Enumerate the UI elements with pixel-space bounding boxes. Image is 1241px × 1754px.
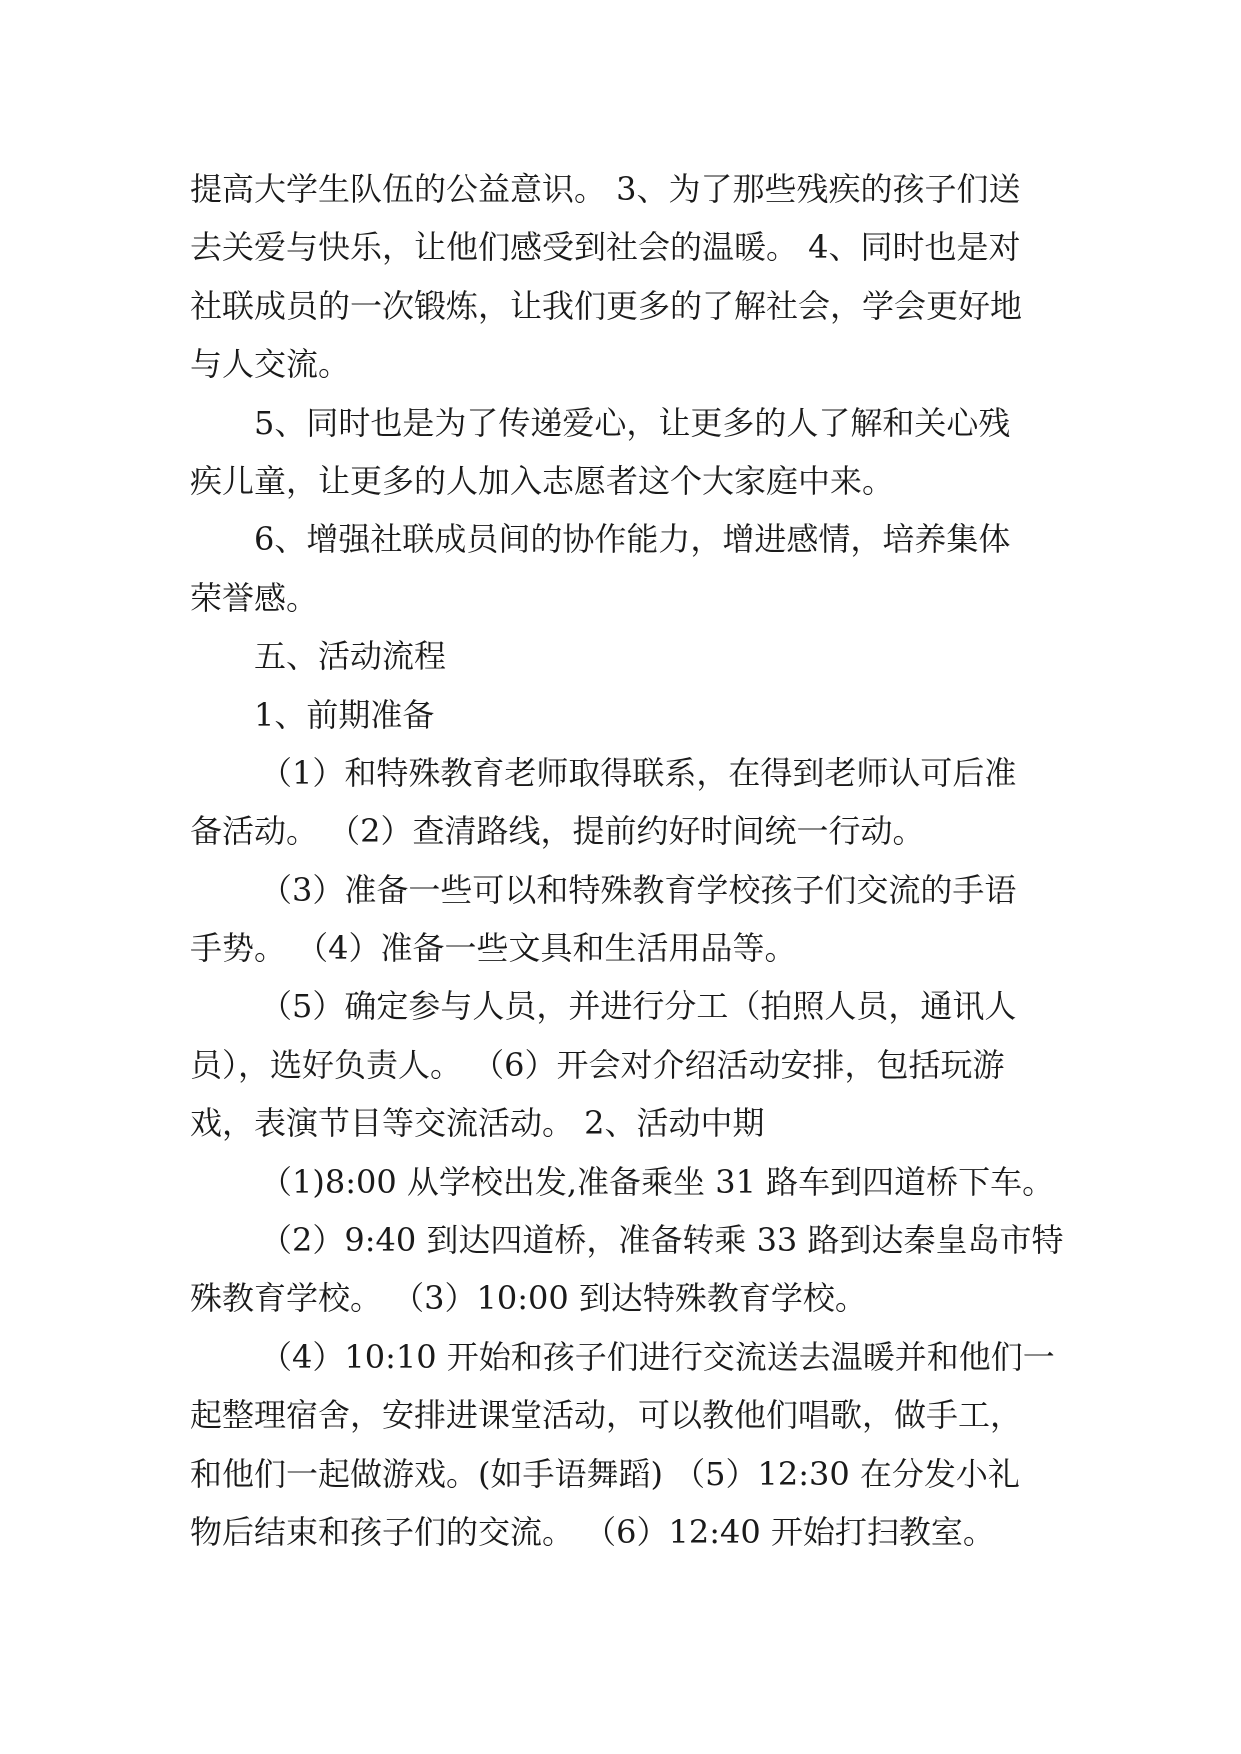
text-line: 荣誉感。 — [190, 578, 319, 617]
paragraph-start-line: （2）9:40 到达四道桥，准备转乘 33 路到达秦皇岛市特 — [260, 1221, 1064, 1260]
text-line: 物后结束和孩子们的交流。 （6）12:40 开始打扫教室。 — [190, 1512, 995, 1551]
text-line: 去关爱与快乐，让他们感受到社会的温暖。 4、同时也是对 — [190, 228, 1021, 267]
text-line: 与人交流。 — [190, 345, 351, 384]
paragraph-start-line: （4）10:10 开始和孩子们进行交流送去温暖并和他们一 — [260, 1337, 1055, 1376]
subsection-heading: 1、前期准备 — [254, 695, 435, 734]
section-heading: 五、活动流程 — [254, 637, 447, 676]
text-line: 和他们一起做游戏。(如手语舞蹈) （5）12:30 在分发小礼 — [190, 1454, 1020, 1493]
paragraph-start-line: （1)8:00 从学校出发,准备乘坐 31 路车到四道桥下车。 — [260, 1162, 1055, 1201]
text-line: 提高大学生队伍的公益意识。 3、为了那些残疾的孩子们送 — [190, 170, 1021, 208]
paragraph-start-line: （3）准备一些可以和特殊教育学校孩子们交流的手语 — [260, 870, 1017, 909]
paragraph-start-line: 6、增强社联成员间的协作能力，增进感情，培养集体 — [254, 520, 1011, 559]
text-line: 戏，表演节目等交流活动。 2、活动中期 — [190, 1104, 765, 1143]
text-line: 员），选好负责人。 （6）开会对介绍活动安排，包括玩游 — [190, 1045, 1005, 1084]
document-body — [190, 160, 1070, 1561]
text-line: 备活动。 （2）查清路线，提前约好时间统一行动。 — [190, 812, 925, 851]
paragraph-start-line: 5、同时也是为了传递爱心，让更多的人了解和关心残 — [254, 403, 1011, 442]
text-line: 疾儿童，让更多的人加入志愿者这个大家庭中来。 — [190, 461, 895, 500]
text-line: 起整理宿舍，安排进课堂活动，可以教他们唱歌，做手工， — [190, 1396, 1023, 1435]
text-line: 社联成员的一次锻炼，让我们更多的了解社会，学会更好地 — [190, 286, 1023, 325]
text-line: 手势。 （4）准备一些文具和生活用品等。 — [190, 929, 797, 968]
paragraph-start-line: （5）确定参与人员，并进行分工（拍照人员，通讯人 — [260, 987, 1017, 1026]
text-line: 殊教育学校。 （3）10:00 到达特殊教育学校。 — [190, 1279, 867, 1318]
paragraph-start-line: （1）和特殊教育老师取得联系，在得到老师认可后准 — [260, 753, 1017, 792]
